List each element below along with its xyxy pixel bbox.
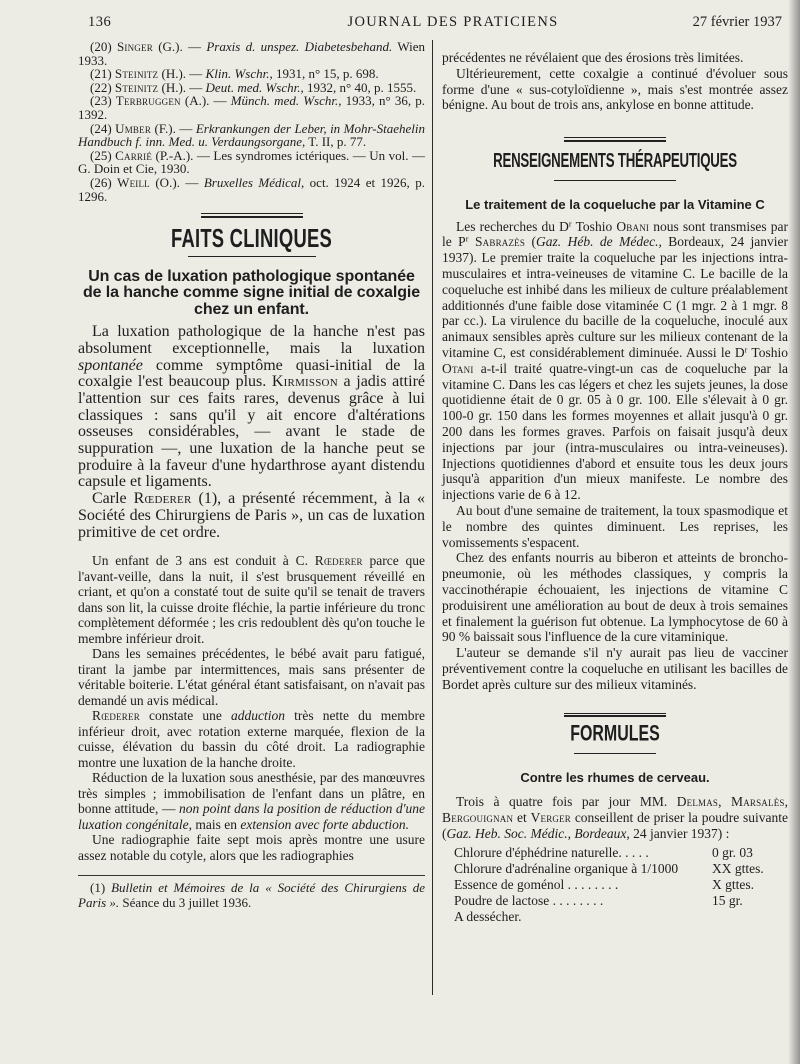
small-caps-run: Steinitz xyxy=(114,79,159,95)
text-run: Dans les semaines précédentes, le bébé avait paru fatigué, tirant la jambe par intermittences, mais sans présenter de véritable boiterie. L'état général étant satisfaisant, on n'avait pas demandé un avis médical. xyxy=(78,646,425,708)
issue-date: 27 février 1937 xyxy=(692,14,782,30)
reference-item xyxy=(78,40,425,67)
text-run: 24 janvier 1937) : xyxy=(629,825,730,841)
section-rule-top xyxy=(201,213,303,218)
small-caps-run: Otani xyxy=(442,360,474,376)
text-run: conseillent de priser la poudre suivante ( xyxy=(442,809,789,841)
text-run: (1) xyxy=(90,880,112,896)
paragraph xyxy=(442,219,788,503)
superscript-run: r xyxy=(465,234,469,244)
ingredient-quantity: 15 gr. xyxy=(712,892,743,908)
text-run: Réduction de la luxation sous anesthésie, par des manœuvres très simples ; immobilisation de l'enfant dans un plâtre, en bonne attitude, — xyxy=(78,770,425,817)
text-run: oct. 1924 et 1926, p. 1296. xyxy=(78,174,426,204)
reference-item xyxy=(78,67,425,81)
text-run: (23) xyxy=(90,93,116,109)
italic-run: Bruxelles Médical, xyxy=(203,174,305,190)
ingredient-quantity: 0 gr. 03 xyxy=(712,845,753,861)
text-run: Toshio xyxy=(571,218,617,234)
footnote xyxy=(78,881,425,910)
small-caps-run: Umber xyxy=(115,120,152,136)
section-faits-cliniques xyxy=(78,213,425,257)
paragraph xyxy=(442,645,788,692)
text-run: (G.). — xyxy=(152,39,207,54)
text-run: L'auteur se demande s'il n'y aurait pas lieu de vacciner préventivement contre la coqueluche en utilisant les bacilles de Bordet après culture sur des milieux vitaminés. xyxy=(442,645,788,692)
section-rule-bottom xyxy=(188,256,316,257)
text-run: Un enfant de 3 ans est conduit à C. xyxy=(92,553,315,569)
text-run: (21) xyxy=(90,66,115,82)
italic-run: extension avec forte abduction. xyxy=(240,816,410,832)
text-run: 1932, n° 40, p. 1555. xyxy=(303,79,417,95)
text-run: (F.). — xyxy=(151,120,196,136)
italic-run: Deut. med. Wschr., xyxy=(205,79,304,95)
case-report xyxy=(78,553,425,863)
reference-item xyxy=(78,94,425,121)
paragraph xyxy=(78,646,425,708)
text-run: mais en xyxy=(191,816,241,832)
small-caps-run: Rœderer xyxy=(314,553,363,569)
text-run: (H.). — xyxy=(158,66,206,82)
ingredient-quantity: XX gttes. xyxy=(712,861,764,877)
text-run: 1933, n° 36, p. 1392. xyxy=(78,93,425,122)
text-run: Une radiographie faite sept mois après montre une usure assez notable du cotyle, alors que les radiographies xyxy=(78,832,425,863)
text-run: constate une xyxy=(139,708,232,724)
formula-intro xyxy=(442,794,788,841)
italic-run: Erkrankungen der Leber, in Mohr-Staehelin Handbuch f. inn. Med. u. Verdaungsorgane, xyxy=(78,120,425,150)
text-run: parce que l'avant-veille, dans la nuit, il s'est brusquement réveillé en criant, et qu'on a constaté tout de suite qu'il se tenait de travers dans son lit, la cuisse droite fléchie, la partie inférieure du tronc complètement déformée ; les cris redoublent dès qu'on touche le membre inférieur droit. xyxy=(78,553,425,646)
text-run: (O.). — xyxy=(149,174,204,190)
small-caps-run: Delmas xyxy=(676,794,719,810)
ingredient-row xyxy=(442,877,788,893)
paragraph xyxy=(442,503,788,550)
small-caps-run: Sabrazès xyxy=(474,234,526,250)
text-run: Au bout d'une semaine de traitement, la toux spasmodique et le nombre des quintes diminuent. Les reprises, les vomissements s'espacent. xyxy=(442,503,788,550)
italic-run: Gaz. Héb. de Médec., xyxy=(536,234,662,250)
text-run: , xyxy=(784,794,788,810)
paragraph xyxy=(442,66,788,113)
text-run: (20) xyxy=(90,39,117,54)
italic-run: Bulletin et Mémoires de la « Société des Chirurgiens de Paris ». xyxy=(78,880,425,910)
paragraph xyxy=(78,553,425,646)
text-run: (A.). — xyxy=(180,93,231,109)
text-run: et xyxy=(513,809,531,825)
text-run: (24) xyxy=(90,120,116,136)
section-rule-bottom xyxy=(574,753,656,754)
text-run: Chez des enfants nourris au biberon et atteints de broncho-pneumonie, où les méthodes classiques, y compris la vaccinothérapie échouaient, les injections de vitamine C produisirent une amélioration au bout de deux à trois semaines et finalement la guérison fut obtenue. La lymphocytose de 60 à 90 % baissait sous l'influence de la cure vitaminique. xyxy=(442,550,788,645)
paragraph xyxy=(78,770,425,832)
italic-run: non point dans la position de réduction d'une luxation congénitale, xyxy=(78,801,425,832)
reference-item xyxy=(78,81,425,95)
text-run: (22) xyxy=(90,79,115,95)
ingredient-name: Chlorure d'adrénaline organique à 1/1000 xyxy=(454,861,679,877)
small-caps-run: Terbruggen xyxy=(115,93,181,109)
ingredient-quantity: X gttes. xyxy=(712,877,754,893)
superscript-run: r xyxy=(744,345,748,355)
text-run: précédentes ne révélaient que des érosions très limitées. xyxy=(442,50,744,65)
text-run: (25) xyxy=(90,147,116,163)
italic-run: adduction xyxy=(231,708,286,724)
small-caps-run: Singer xyxy=(116,39,153,54)
section-rule-bottom xyxy=(554,180,676,181)
text-run: Toshio xyxy=(747,345,788,361)
small-caps-run: Carrié xyxy=(115,147,153,163)
ingredient-list xyxy=(442,845,788,924)
reference-item xyxy=(78,149,425,176)
paragraph xyxy=(442,50,788,66)
section-rule-top xyxy=(564,137,666,142)
ingredient-row xyxy=(442,861,788,877)
paragraph xyxy=(78,324,425,491)
ingredient-name: Essence de goménol . . . . . . . . xyxy=(454,877,619,893)
italic-run: spontanée xyxy=(78,356,143,374)
section-heading: RENSEIGNEMENTS THÉRAPEUTIQUES xyxy=(493,148,737,172)
text-run: (H.). — xyxy=(158,79,206,95)
ingredient-row xyxy=(442,893,788,909)
ingredient-name: Chlorure d'éphédrine naturelle. . . . . xyxy=(454,845,649,861)
small-caps-run: Kirmisson xyxy=(271,373,338,391)
article-title: Le traitement de la coqueluche par la Vitamine C xyxy=(465,196,765,212)
section-formules xyxy=(442,713,788,755)
footnote-rule xyxy=(78,875,425,876)
small-caps-run: Verger xyxy=(530,809,572,825)
formula-instruction: A dessécher. xyxy=(454,908,522,924)
section-heading: FORMULES xyxy=(570,722,660,747)
text-run: Séance du 3 juillet 1936. xyxy=(119,894,252,910)
text-run: comme symptôme quasi-initial de la coxalgie l'est beaucoup plus. xyxy=(78,356,425,391)
text-run: très nette du membre inférieur droit, avec rotation externe marquée, flexion de la cuisse, élévation du bassin du côté droit. La radiographie montre une luxation de la hanche droite. xyxy=(78,708,425,770)
reference-item xyxy=(78,122,425,149)
text-run: a jadis attiré l'attention sur ces faits rares, devenus grâce à lui classiques : sans qu'il y ait encore d'altérations osseuses considérables, — avant le stade de suppuration —, une luxation de la hanche peut se produire à la faveur d'une hydarthrose ayant distendu capsule et ligaments. xyxy=(78,373,426,491)
text-run: 1931, n° 15, p. 698. xyxy=(272,66,379,82)
page-number: 136 xyxy=(88,14,112,30)
reference-list xyxy=(78,40,425,203)
text-run: (P.-A.). — Les syndromes ictériques. — Un vol. — G. Doin et Cie, 1930. xyxy=(78,147,425,177)
text-run: Wien 1933. xyxy=(78,39,425,68)
italic-run: Klin. Wschr., xyxy=(205,66,273,82)
small-caps-run: Steinitz xyxy=(114,66,159,82)
text-run: a-t-il traité quatre-vingt-un cas de coqueluche par la vitamine C. Dans les cas légers et chez les sujets jeunes, la dose quotidienne était de 0 gr. 05 à 0 gr. 100. Elle s'élevait à 0 gr. 100-0 gr. 150 dans les formes moyennes et allait jusqu'à 0 gr. 200 dans les formes graves. Parfois on faisait jusqu'à deux injections par jour (intra-musculaires ou intra-veineuses). Injections quotidiennes d'abord et ensuite tous les deux jours jusqu'à apparition d'un mieux manifeste. Le nombre des injections varie de 6 à 12. xyxy=(442,360,788,503)
ingredient-row xyxy=(442,845,788,861)
left-column xyxy=(78,40,425,910)
small-caps-run: Marsalès xyxy=(731,794,785,810)
small-caps-run: Weill xyxy=(117,174,150,190)
small-caps-run: Rœderer xyxy=(133,490,192,508)
article-intro xyxy=(78,324,425,541)
text-run: La luxation pathologique de la hanche n'est pas absolument exceptionnelle, mais la luxation xyxy=(78,323,425,357)
column-divider xyxy=(432,40,433,995)
text-run: Carle xyxy=(92,490,134,508)
text-run: Ultérieurement, cette coxalgie a continué d'évoluer sous forme d'une « sus-cotyloïdienne », mais s'est montrée assez bénigne. Au bout de trois ans, ankylose en bonne attitude. xyxy=(442,65,788,113)
superscript-run: r xyxy=(568,219,572,229)
section-rule-top xyxy=(564,713,666,718)
text-run: , xyxy=(718,794,731,810)
text-run: Bordeaux, 24 janvier 1937). Le premier traite la coqueluche par les injections intra-musculaires et intra-veineuses de vitamine C. Le bacille de la coqueluche est inhibé dans les milieux de culture préalablement additionnés d'une faible dose vitaminée C (1 mgr. 2 à 1 mgr. 8 par cc.). La virulence du bacille de la coqueluche, inoculé aux animaux sensibles après culture sur les milieux contenant de la vitamine C, est considérablement diminuée. Aussi le D xyxy=(442,234,789,361)
italic-run: Praxis d. unspez. Diabetesbehand. xyxy=(206,39,393,54)
reference-item xyxy=(78,176,425,203)
paragraph xyxy=(78,491,425,541)
small-caps-run: Rœderer xyxy=(92,708,140,724)
paragraph xyxy=(78,708,425,770)
right-column xyxy=(442,50,788,924)
text-run: Trois à quatre fois par jour MM. xyxy=(456,794,677,810)
text-run: ( xyxy=(525,234,537,250)
italic-run: Münch. med. Wschr., xyxy=(230,93,342,109)
paragraph xyxy=(442,550,788,645)
text-run: (26) xyxy=(90,174,118,190)
italic-run: Gaz. Heb. Soc. Médic., Bordeaux, xyxy=(446,825,630,841)
ingredient-name: Poudre de lactose . . . . . . . . xyxy=(454,892,604,908)
small-caps-run: Obani xyxy=(616,218,650,234)
text-run: T. II, p. 77. xyxy=(305,134,367,150)
formula-title: Contre les rhumes de cerveau. xyxy=(520,770,710,786)
text-run: Les recherches du D xyxy=(456,218,569,234)
journal-title: JOURNAL DES PRATICIENS xyxy=(347,14,559,30)
section-heading: FAITS CLINIQUES xyxy=(170,223,333,253)
text-run: (1), a présenté récemment, à la « Société des Chirurgiens de Paris », un cas de luxation primitive de cet ordre. xyxy=(78,490,425,541)
small-caps-run: Bergouignan xyxy=(442,809,514,825)
scan-edge-shadow xyxy=(788,0,800,1064)
paragraph xyxy=(78,832,425,863)
article-title: Un cas de luxation pathologique spontanée de la hanche comme signe initial de coxalgie chez un enfant. xyxy=(82,267,421,318)
text-run: nous sont transmises par le P xyxy=(442,218,788,250)
section-renseignements xyxy=(442,137,788,181)
